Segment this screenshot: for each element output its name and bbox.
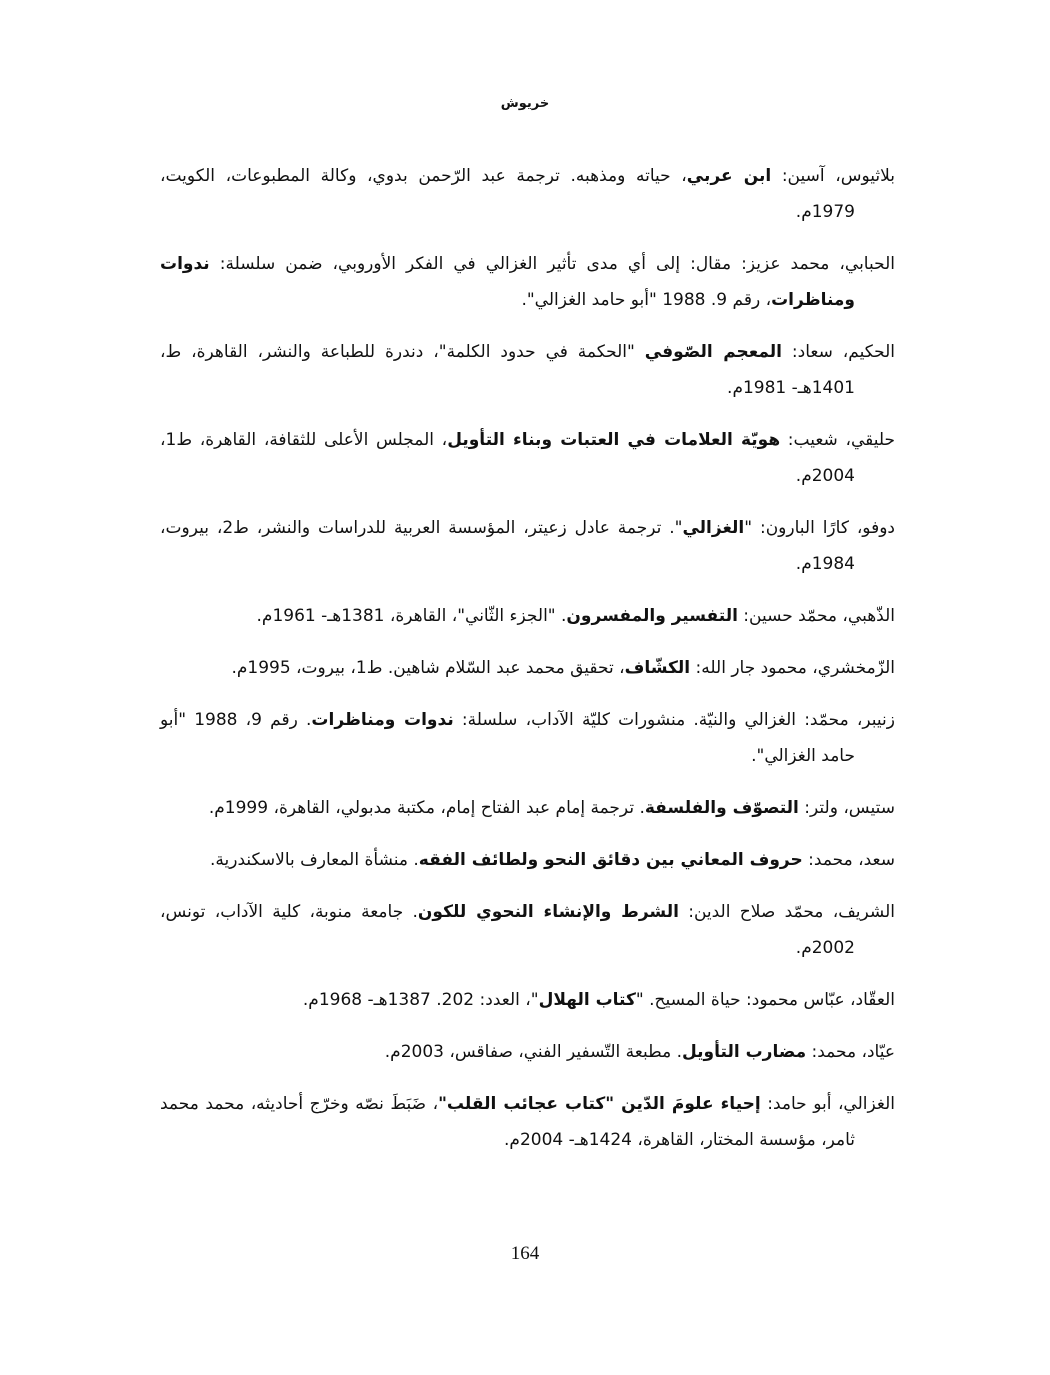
reference-entry: الغزالي، أبو حامد: إحياء علومَ الدّين "كتاب عجائب القلب"، ضَبَطَ نصّه وخرّج أحاديثه، محمد محمد ثامر، مؤسسة المختار، القاهرة، 1424هـ- 2004م. <box>160 1094 895 1150</box>
reference-entry: سعد، محمد: حروف المعاني بين دقائق النحو ولطائف الفقه. منشأة المعارف بالاسكندرية. <box>209 850 895 870</box>
reference-entry: بلاثيوس، آسين: ابن عربي، حياته ومذهبه. ترجمة عبد الرّحمن بدوي، وكالة المطبوعات، الكويت، 1979م. <box>160 166 895 222</box>
reference-entry: عيّاد، محمد: مضارب التأويل. مطبعة التّسفير الفني، صفاقس، 2003م. <box>384 1042 895 1062</box>
reference-entry: الزّمخشري، محمود جار الله: الكشّاف، تحقيق محمد عبد السّلام شاهين. ط1، بيروت، 1995م. <box>231 658 895 678</box>
reference-entry: دوفو، كارًا البارون: "الغزالي". ترجمة عادل زعيتر، المؤسسة العربية للدراسات والنشر، ط2، بيروت، 1984م. <box>160 518 895 574</box>
reference-entry: الذّهبي، محمّد حسين: التفسير والمفسرون. "الجزء الثّاني"، القاهرة، 1381هـ- 1961م. <box>256 606 895 626</box>
reference-entry: زنيبر، محمّد: الغزالي والنيّة. منشورات كليّة الآداب، سلسلة: ندوات ومناظرات. رقم 9، 1988 "أبو حامد الغزالي". <box>160 710 895 766</box>
reference-entry: ستيس، ولتر: التصوّف والفلسفة. ترجمة إمام عبد الفتاح إمام، مكتبة مدبولي، القاهرة، 1999م. <box>208 798 895 818</box>
reference-entry: العقّاد، عبّاس محمود: حياة المسيح. "كتاب الهلال"، العدد: 202. 1387هـ- 1968م. <box>302 990 895 1010</box>
reference-entry: الحكيم، سعاد: المعجم الصّوفي "الحكمة في حدود الكلمة"، دندرة للطباعة والنشر، القاهرة، ط، 1401هـ- 1981م. <box>160 342 895 398</box>
reference-entry: الشريف، محمّد صلاح الدين: الشرط والإنشاء النحوي للكون. جامعة منوبة، كلية الآداب، تونس، 2002م. <box>160 902 895 958</box>
bibliography-list <box>160 158 895 1174</box>
page-number: 164 <box>510 1243 540 1264</box>
running-header: خريوش <box>500 96 550 111</box>
reference-entry: حليقي، شعيب: هويّة العلامات في العتبات وبناء التأويل، المجلس الأعلى للثقافة، القاهرة، ط1، 2004م. <box>160 430 896 486</box>
reference-entry: الحبابي، محمد عزيز: مقال: إلى أي مدى تأثير الغزالي في الفكر الأوروبي، ضمن سلسلة: ندوات ومناظرات، رقم 9. 1988 "أبو حامد الغزالي". <box>160 254 895 310</box>
